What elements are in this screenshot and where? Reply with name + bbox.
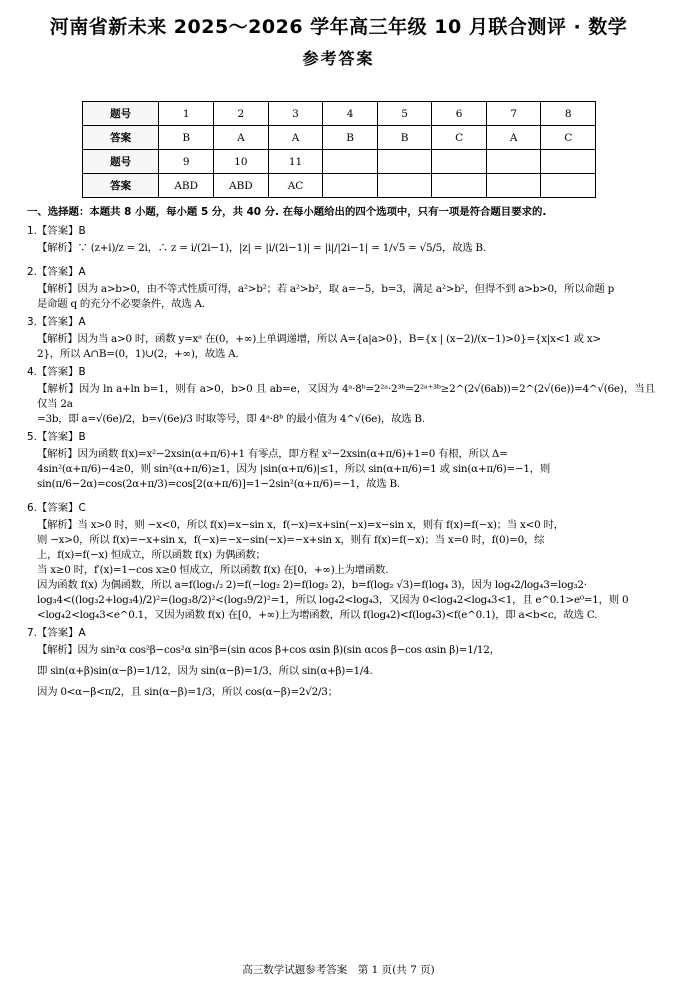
question-6-answer: 6.【答案】C [27, 502, 86, 514]
row-label-answer: 答案 [83, 174, 159, 198]
table-cell [432, 150, 487, 174]
table-cell [541, 174, 596, 198]
question-2-answer: 2.【答案】A [27, 266, 86, 278]
text-line: 上，f(x)=f(−x) 恒成立，所以函数 f(x) 为偶函数； [37, 549, 266, 561]
table-cell: 1 [159, 102, 214, 126]
question-5-explanation [37, 447, 655, 492]
section-heading: 一、选择题：本题共 8 小题，每小题 5 分，共 40 分. 在每小题给出的四个选项中，只有一项是符合题目要求的. [27, 206, 547, 218]
solutions-body [27, 205, 655, 700]
table-cell [541, 150, 596, 174]
question-4-answer: 4.【答案】B [27, 366, 86, 378]
table-cell: A [268, 126, 323, 150]
table-cell: C [432, 126, 487, 150]
table-cell: 9 [159, 150, 214, 174]
table-cell: 6 [432, 102, 487, 126]
table-cell [323, 150, 378, 174]
text-line: 2}，所以 A∩B=(0，1)∪(2，+∞)，故选 A. [37, 348, 239, 360]
table-cell: A [214, 126, 269, 150]
table-row [83, 126, 596, 150]
table-cell [432, 174, 487, 198]
table-cell: A [486, 126, 541, 150]
table-cell: 2 [214, 102, 269, 126]
text-line: 【解析】当 x>0 时，则 −x<0，所以 f(x)=x−sin x，f(−x)=x+sin(−x)=x−sin x，则有 f(x)=f(−x)；当 x<0 时， [37, 519, 564, 531]
table-cell: 7 [486, 102, 541, 126]
text-line: <log₄2<log₄3<e^0.1，又因为函数 f(x) 在[0，+∞)上为增函数，所以 f(log₄2)<f(log₄3)<f(e^0.1)，即 a<b<c，故选 C. [37, 609, 598, 621]
table-cell: C [541, 126, 596, 150]
table-cell: B [323, 126, 378, 150]
table-cell [486, 174, 541, 198]
text-line: 【解析】因为 a>b>0，由不等式性质可得，a²>b²；若 a²>b²，取 a=−5，b=3，满足 a²>b²，但得不到 a>b>0，所以命题 p [37, 283, 615, 295]
table-cell: 5 [377, 102, 432, 126]
text-line: 当 x≥0 时，f′(x)=1−cos x≥0 恒成立，所以函数 f(x) 在[0，+∞)上为增函数. [37, 564, 389, 576]
table-cell: ABD [159, 174, 214, 198]
text-line: 【解析】因为函数 f(x)=x²−2xsin(α+π/6)+1 有零点，即方程 x²−2xsin(α+π/6)+1=0 有根，所以 Δ= [37, 448, 508, 460]
question-2-explanation [37, 282, 655, 312]
text-line: =3b，即 a=√(6e)/2，b=√(6e)/3 时取等号，即 4ᵃ·8ᵇ 的最小值为 4^√(6e)，故选 B. [37, 413, 425, 425]
text-line: log₃4<((log₃2+log₃4)/2)²=(log₃8/2)²<(log₃9/2)²=1，所以 log₄2<log₄3，又因为 0<log₄2<log₄3<1，且 e^0.1>e⁰=1，则 0 [37, 594, 629, 606]
text-line: 因为 0<α−β<π/2，且 sin(α−β)=1/3，所以 cos(α−β)=2√2/3； [37, 686, 338, 698]
question-3-explanation [37, 332, 655, 362]
text-line: 即 sin(α+β)sin(α−β)=1/12，因为 sin(α−β)=1/3，所以 sin(α+β)=1/4. [37, 665, 373, 677]
table-cell: 10 [214, 150, 269, 174]
question-7-answer: 7.【答案】A [27, 627, 86, 639]
page-title: 河南省新未来 2025～2026 学年高三年级 10 月联合测评 · 数学 [49, 16, 628, 38]
table-row [83, 102, 596, 126]
table-row [83, 174, 596, 198]
table-cell: 4 [323, 102, 378, 126]
text-line: sin(π/6−2α)=cos(2α+π/3)=cos[2(α+π/6)]=1−2sin²(α+π/6)=−1，故选 B. [37, 478, 400, 490]
table-cell: AC [268, 174, 323, 198]
page-footer: 高三数学试题参考答案 第 1 页(共 7 页) [242, 964, 435, 976]
question-1-answer: 1.【答案】B [27, 225, 86, 237]
text-line: 【解析】因为当 a>0 时，函数 y=xᵃ 在(0，+∞)上单调递增，所以 A={a|a>0}，B={x | (x−2)/(x−1)>0}={x|x<1 或 x> [37, 333, 601, 345]
question-4-explanation [37, 382, 655, 427]
table-cell [323, 174, 378, 198]
table-cell [486, 150, 541, 174]
text-line: 因为函数 f(x) 为偶函数，所以 a=f(log₁/₂ 2)=f(−log₂ 2)=f(log₂ 2)，b=f(log₂ √3)=f(log₄ 3)，因为 log₄2/log₄3=log₃2· [37, 579, 587, 591]
table-cell: B [159, 126, 214, 150]
text-line: 则 −x>0，所以 f(x)=−x+sin x，f(−x)=−x−sin(−x)=−x+sin x，则有 f(x)=f(−x)；当 x=0 时，f(0)=0，综 [37, 534, 545, 546]
table-cell [377, 150, 432, 174]
question-3-answer: 3.【答案】A [27, 316, 86, 328]
table-cell: 3 [268, 102, 323, 126]
row-label-question: 题号 [83, 102, 159, 126]
table-cell: 8 [541, 102, 596, 126]
text-line: 4sin²(α+π/6)−4≥0，则 sin²(α+π/6)≥1，因为 |sin(α+π/6)|≤1，所以 sin(α+π/6)=1 或 sin(α+π/6)=−1，则 [37, 463, 550, 475]
answer-table [82, 101, 596, 198]
question-5-answer: 5.【答案】B [27, 431, 86, 443]
question-7-explanation [37, 643, 655, 700]
text-line: 【解析】因为 sin²α cos²β−cos²α sin²β=(sin αcos β+cos αsin β)(sin αcos β−cos αsin β)=1/12， [37, 644, 500, 656]
row-label-answer: 答案 [83, 126, 159, 150]
question-6-explanation [37, 518, 655, 623]
text-line: 是命题 q 的充分不必要条件，故选 A. [37, 298, 205, 310]
table-cell: 11 [268, 150, 323, 174]
table-cell: B [377, 126, 432, 150]
table-cell [377, 174, 432, 198]
table-cell: ABD [214, 174, 269, 198]
page-subtitle: 参考答案 [302, 49, 375, 68]
row-label-question: 题号 [83, 150, 159, 174]
question-1-explanation: 【解析】∵ (z+i)/z = 2i，∴ z = i/(2i−1)，|z| = |i/(2i−1)| = |i|/|2i−1| = 1/√5 = √5/5，故选 B. [37, 242, 486, 254]
text-line: 【解析】因为 ln a+ln b=1，则有 a>0，b>0 且 ab=e，又因为 4ᵃ·8ᵇ=2²ᵃ·2³ᵇ=2²ᵃ⁺³ᵇ≥2^(2√(6ab))=2^(2√(6e))=4^√(6e)，当且仅当 2a [37, 383, 655, 410]
table-row [83, 150, 596, 174]
